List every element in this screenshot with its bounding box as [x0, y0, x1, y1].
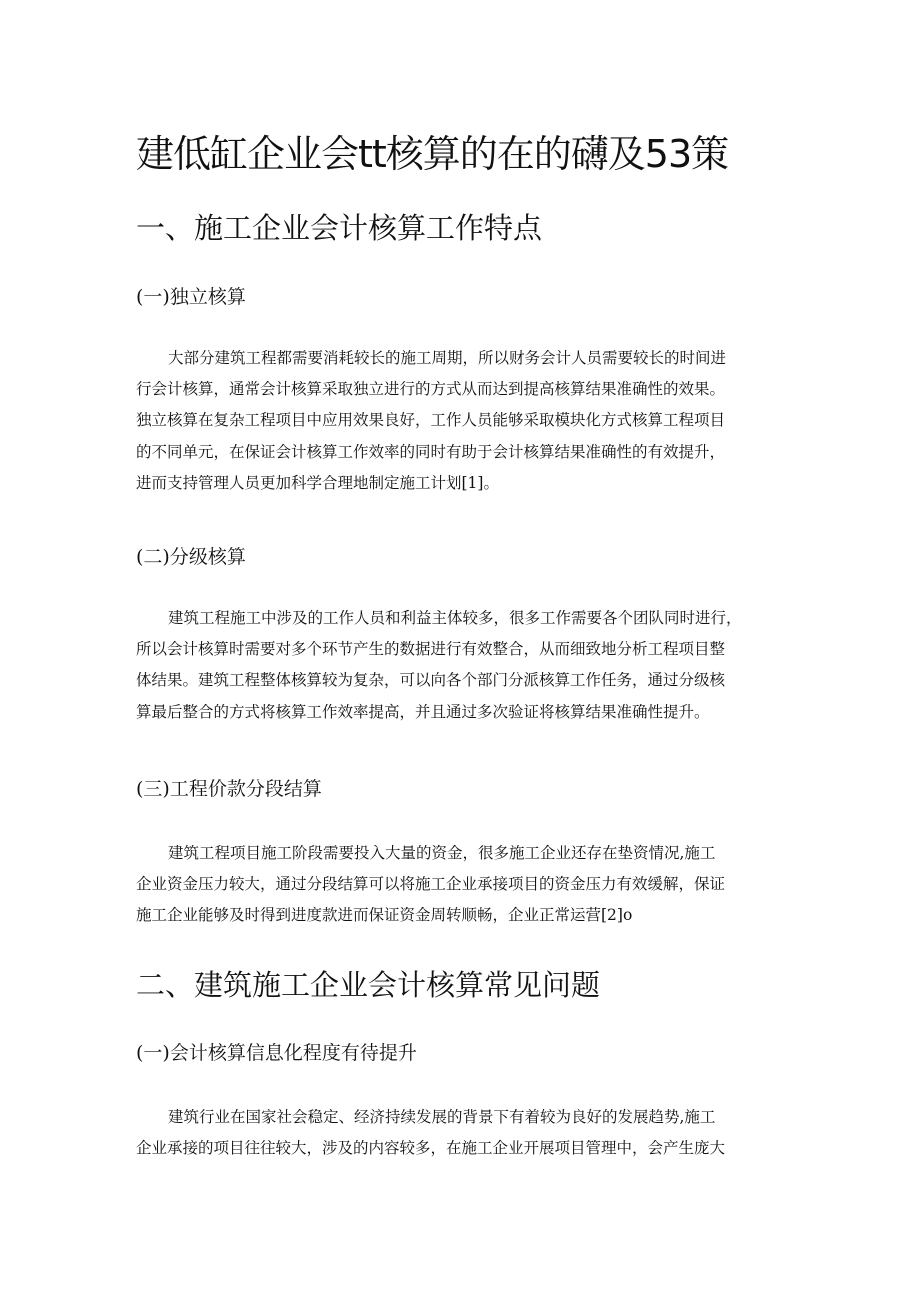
- paragraph-line: 大部分建筑工程都需要消耗较长的施工周期，所以财务会计人员需要较长的时间进: [168, 349, 727, 367]
- subsection-heading: (一)会计核算信息化程度有待提升: [136, 1042, 417, 1064]
- paragraph-line: 的不同单元，在保证会计核算工作效率的同时有助于会计核算结果准确性的有效提升，: [136, 442, 726, 461]
- paragraph-line: 进而支持管理人员更加科学合理地制定施工计划[1]。: [136, 473, 499, 492]
- paragraph: [136, 603, 796, 728]
- section-heading: 二、建筑施工企业会计核算常见问题: [136, 968, 601, 1002]
- paragraph-line: 施工企业能够及时得到进度款进而保证资金周转顺畅，企业正常运营[2]o: [136, 906, 633, 925]
- document-title: 建低缸企业会tt核算的在的礴及53策: [136, 132, 729, 176]
- subsection-heading: (一)独立核算: [136, 286, 246, 308]
- paragraph: [136, 838, 796, 932]
- paragraph-line: 体结果。建筑工程整体核算较为复杂，可以向各个部门分派核算工作任务，通过分级核: [136, 671, 726, 690]
- subsection-heading: (二)分级核算: [136, 546, 246, 568]
- paragraph-line: 建筑工程项目施工阶段需要投入大量的资金，很多施工企业还存在垫资情况,施工: [168, 844, 716, 862]
- paragraph: [136, 343, 796, 499]
- paragraph-line: 企业资金压力较大，通过分段结算可以将施工企业承接项目的资金压力有效缓解，保证: [136, 875, 726, 894]
- paragraph: [136, 1102, 796, 1164]
- paragraph-line: 算最后整合的方式将核算工作效率提高，并且通过多次验证将核算结果准确性提升。: [136, 702, 710, 721]
- paragraph-line: 建筑行业在国家社会稳定、经济持续发展的背景下有着较为良好的发展趋势,施工: [168, 1108, 716, 1126]
- paragraph-line: 独立核算在复杂工程项目中应用效果良好，工作人员能够采取模块化方式核算工程项目: [136, 411, 726, 430]
- subsection-heading: (三)工程价款分段结算: [136, 778, 322, 800]
- paragraph-line: 行会计核算，通常会计核算采取独立进行的方式从而达到提高核算结果准确性的效果。: [136, 380, 726, 399]
- paragraph-line: 建筑工程施工中涉及的工作人员和利益主体较多，很多工作需要各个团队同时进行，: [168, 609, 742, 627]
- paragraph-line: 所以会计核算时需要对多个环节产生的数据进行有效整合，从而细致地分析工程项目整: [136, 640, 726, 659]
- paragraph-line: 企业承接的项目往往较大，涉及的内容较多，在施工企业开展项目管理中，会产生庞大: [136, 1139, 726, 1158]
- section-heading: 一、施工企业会计核算工作特点: [136, 211, 543, 245]
